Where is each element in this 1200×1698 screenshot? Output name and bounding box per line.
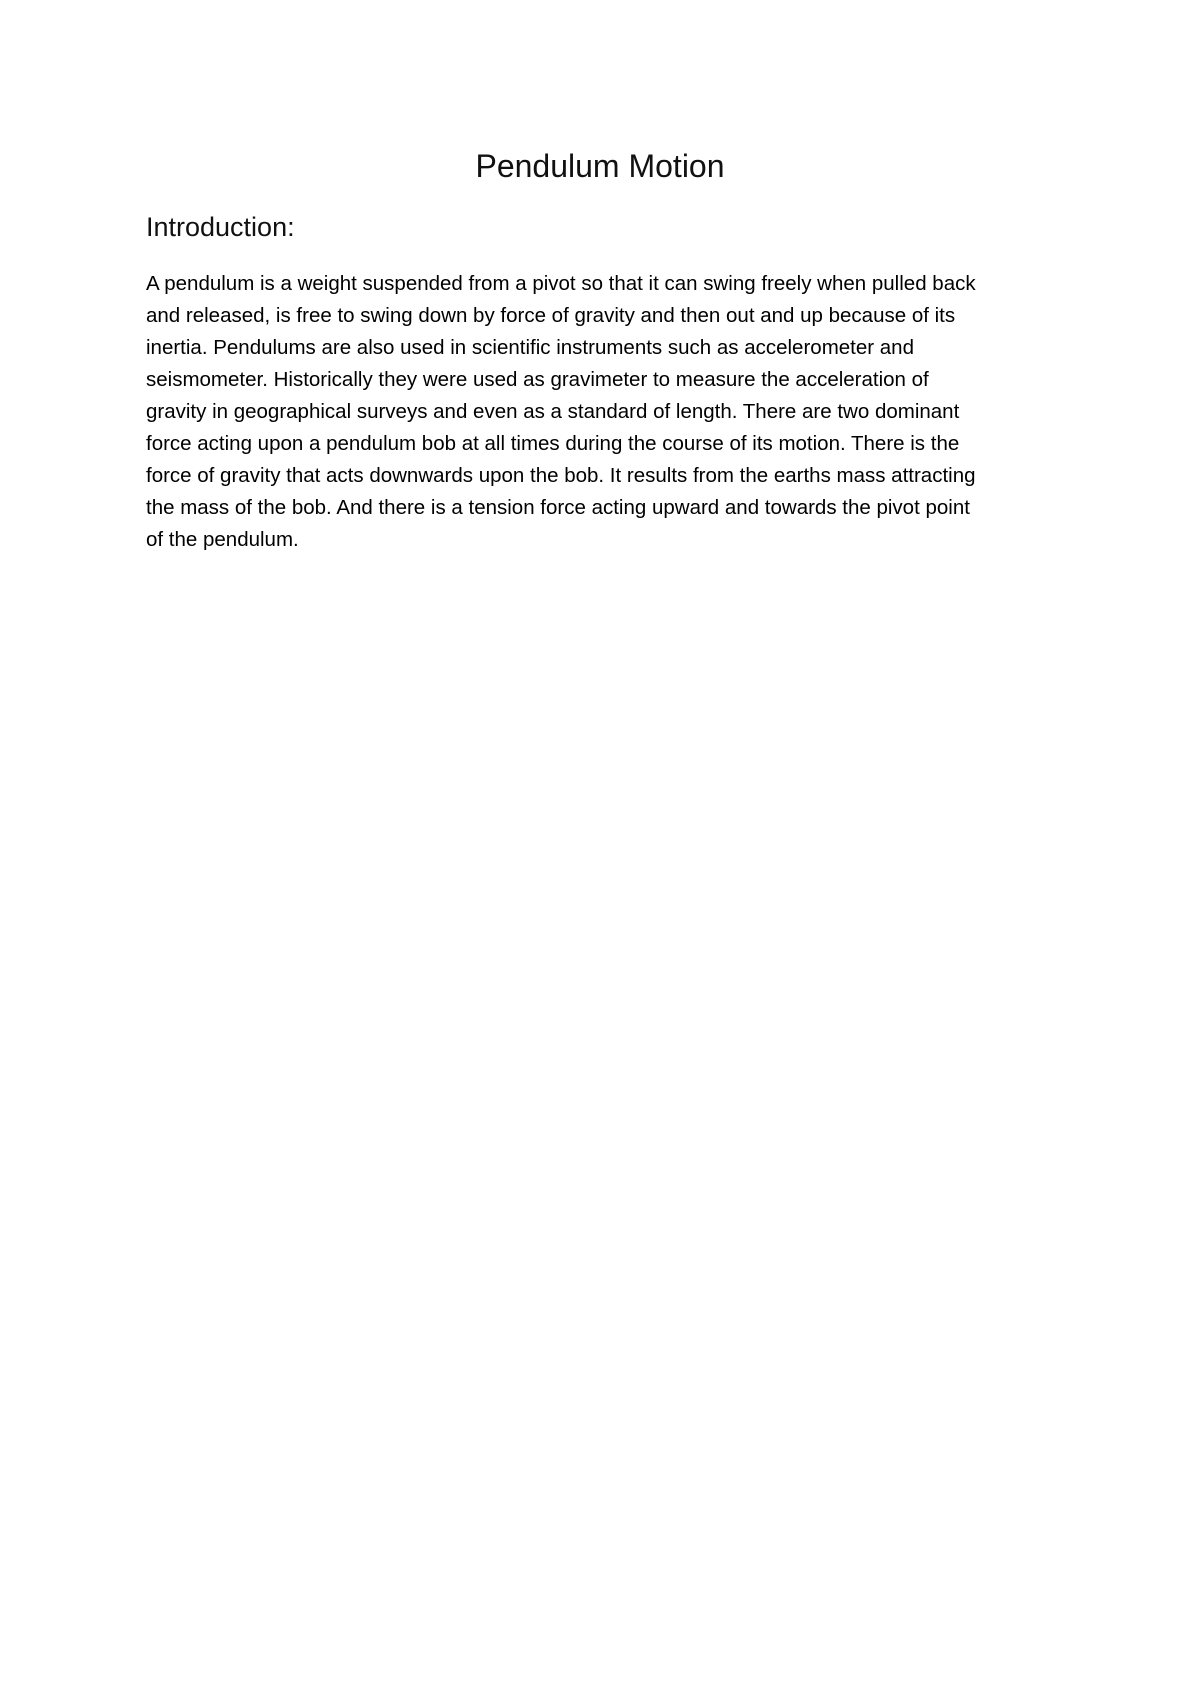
- paragraph-line: and released, is free to swing down by force of gravity and then out and up because of its: [146, 304, 956, 327]
- paragraph-line: of the pendulum.: [146, 528, 299, 551]
- paragraph-line: force of gravity that acts downwards upon the bob. It results from the earths mass attracting: [146, 464, 976, 487]
- introduction-paragraph: [146, 268, 1066, 556]
- document-title: Pendulum Motion: [475, 148, 725, 184]
- paragraph-line: A pendulum is a weight suspended from a pivot so that it can swing freely when pulled back: [146, 272, 976, 295]
- paragraph-line: seismometer. Historically they were used as gravimeter to measure the acceleration of: [146, 368, 929, 391]
- section-heading-introduction: Introduction:: [146, 212, 295, 242]
- paragraph-line: the mass of the bob. And there is a tension force acting upward and towards the pivot point: [146, 496, 970, 519]
- paragraph-line: inertia. Pendulums are also used in scientific instruments such as accelerometer and: [146, 336, 914, 359]
- paragraph-line: gravity in geographical surveys and even as a standard of length. There are two dominant: [146, 400, 960, 423]
- paragraph-line: force acting upon a pendulum bob at all times during the course of its motion. There is the: [146, 432, 960, 455]
